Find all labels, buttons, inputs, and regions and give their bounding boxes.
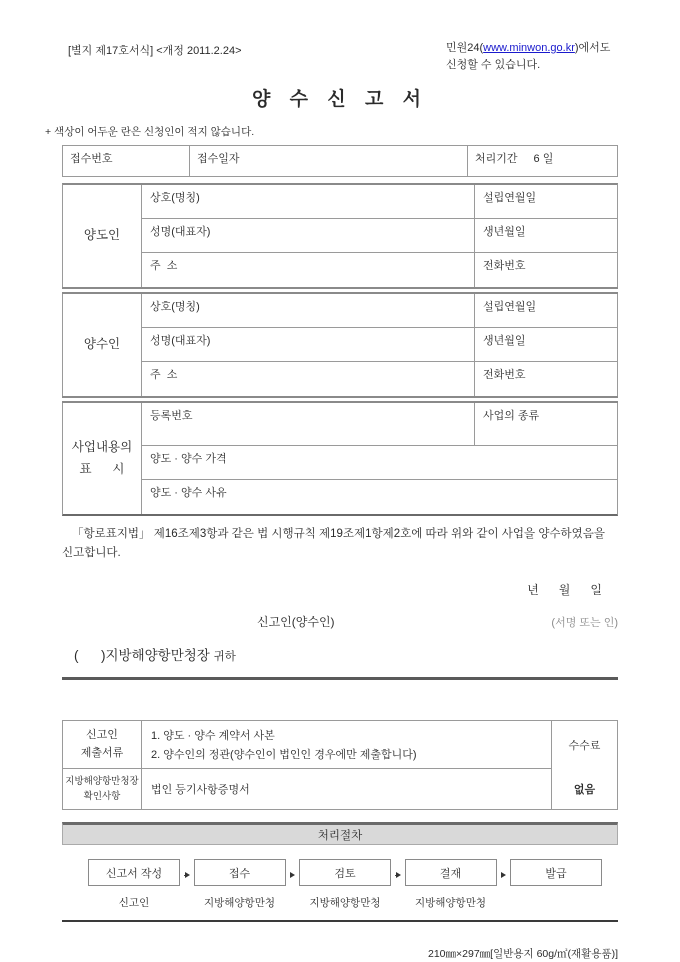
transferor-address-field[interactable] [142, 253, 474, 287]
step-box: 접수 [194, 859, 286, 886]
procedure-flow [62, 845, 618, 908]
attachments-left [63, 721, 551, 809]
paper-spec: 210㎜×297㎜[일반용지 60g/㎡(재활용품)] [428, 948, 618, 961]
transfer-reason-field[interactable] [142, 480, 617, 514]
submitter-docs-list [141, 721, 551, 768]
page-title: 양 수 신 고 서 [252, 89, 428, 111]
online-notice-line2: 신청할 수 있습니다. [446, 59, 541, 72]
step-actor: 지방해양항만청 [414, 897, 486, 910]
flow-arrow-icon [286, 872, 300, 878]
business-section [62, 403, 618, 516]
fill-instruction-note: + 색상이 어두운 란은 신청인이 적지 않습니다. [45, 126, 255, 139]
transferor-birthdate-field[interactable] [474, 219, 617, 252]
procedure-step [510, 859, 602, 908]
addressee-honorific: 귀하 [213, 651, 236, 664]
signature-row [62, 613, 618, 630]
business-rows [141, 403, 617, 514]
transferor-phone-label: 전화번호 [483, 260, 526, 273]
transferee-founding-date-field[interactable] [474, 294, 617, 327]
submitter-docs-label-line2: 제출서류 [80, 746, 124, 759]
transferor-name-field[interactable] [142, 219, 474, 252]
receipt-date-label: 접수일자 [197, 153, 240, 166]
transferee-address-label: 주 소 [150, 369, 178, 382]
receipt-number-label: 접수번호 [70, 153, 113, 166]
submitter-doc-item: 2. 양수인의 정관(양수인이 법인인 경우에만 제출합니다) [151, 749, 417, 762]
fee-value: 없음 [573, 784, 596, 797]
business-label-line2: 표 시 [79, 461, 125, 476]
business-type-field[interactable] [474, 403, 617, 445]
online-notice [446, 40, 618, 74]
processing-period-label: 처리기간 [475, 153, 518, 166]
processing-period-value: 6 일 [533, 153, 554, 166]
addressee-title: ( )지방해양항만청장 [74, 648, 210, 664]
transferee-birthdate-label: 생년월일 [483, 335, 526, 348]
registration-number-label: 등록번호 [150, 410, 193, 423]
procedure-bottom-line [62, 920, 618, 922]
fee-label: 수수료 [568, 740, 601, 753]
flow-arrow-icon [180, 872, 194, 878]
transferee-company-field[interactable] [142, 294, 474, 327]
business-label-line1: 사업내용의 [71, 440, 133, 455]
receipt-date-cell [189, 146, 467, 176]
official-check-label [63, 769, 141, 809]
step-actor: 신고인 [118, 897, 150, 910]
table-row [142, 480, 617, 514]
table-row [142, 403, 617, 446]
step-box: 결재 [405, 859, 497, 886]
table-row [63, 721, 551, 769]
transferee-phone-field[interactable] [474, 362, 617, 396]
step-actor: 지방해양항만청 [203, 897, 275, 910]
flow-arrow-icon [391, 872, 405, 878]
transferee-name-label: 성명(대표자) [150, 335, 211, 348]
fee-column [551, 721, 617, 809]
transferor-founding-date-label: 설립연월일 [483, 192, 537, 205]
transferor-name-label: 성명(대표자) [150, 226, 211, 239]
table-row [142, 294, 617, 328]
registration-number-field[interactable] [142, 403, 474, 445]
transferee-name-field[interactable] [142, 328, 474, 361]
table-row [142, 219, 617, 253]
official-check-item: 법인 등기사항증명서 [151, 784, 250, 797]
declarant-label: 신고인(양수인) [257, 615, 335, 630]
transferor-birthdate-label: 생년월일 [483, 226, 526, 239]
step-actor: 지방해양항만청 [309, 897, 381, 910]
minwon-link[interactable]: www.minwon.go.kr [483, 42, 575, 54]
transferee-section-label: 양수인 [83, 337, 121, 352]
transferee-address-field[interactable] [142, 362, 474, 396]
table-row [142, 328, 617, 362]
table-row [142, 185, 617, 219]
transferee-phone-label: 전화번호 [483, 369, 526, 382]
submitter-doc-item: 1. 양도 · 양수 계약서 사본 [151, 730, 275, 743]
processing-period-cell [467, 146, 617, 176]
step-box: 신고서 작성 [88, 859, 180, 886]
transfer-reason-label: 양도 · 양수 사유 [150, 487, 227, 500]
procedure-title-bar [62, 822, 618, 845]
form-code: [별지 제17호서식] <개정 2011.2.24> [68, 45, 242, 57]
official-check-item-cell [141, 769, 551, 809]
table-row [142, 362, 617, 396]
addressee-line [62, 644, 618, 664]
transferor-company-label: 상호(명칭) [150, 192, 200, 205]
official-check-label-line2: 확인사항 [83, 791, 121, 803]
declaration-text: 「항로표지법」 제16조제3항과 같은 법 시행규칙 제19조제1항제2호에 따라 위와 같이 사업을 양수하였음을 신고합니다. [62, 528, 605, 560]
transferee-rows [141, 294, 617, 396]
section-divider [62, 287, 618, 294]
transferor-section-label: 양도인 [83, 228, 121, 243]
transferor-section [62, 183, 618, 287]
procedure-step [405, 859, 497, 908]
transferee-birthdate-field[interactable] [474, 328, 617, 361]
sign-or-seal-note: (서명 또는 인) [551, 616, 618, 629]
transferor-founding-date-field[interactable] [474, 185, 617, 218]
date-line: 년 월 일 [527, 583, 602, 598]
receipt-header-row [62, 145, 618, 177]
table-row [142, 253, 617, 287]
transfer-price-label: 양도 · 양수 가격 [150, 453, 227, 466]
main-form-table [62, 145, 618, 516]
attachments-table [62, 720, 618, 810]
online-notice-prefix: 민원24( [446, 42, 484, 54]
transferor-company-field[interactable] [142, 185, 474, 218]
transferee-company-label: 상호(명칭) [150, 301, 200, 314]
step-box: 발급 [510, 859, 602, 886]
table-row [63, 769, 551, 809]
business-section-label [63, 403, 141, 514]
procedure-step [194, 859, 286, 908]
transferee-section [62, 294, 618, 396]
document-header [62, 40, 618, 74]
procedure-title: 처리절차 [317, 829, 363, 842]
step-box: 검토 [299, 859, 391, 886]
transferor-rows [141, 185, 617, 287]
submitter-docs-label-line1: 신고인 [86, 728, 118, 741]
transferee-founding-date-label: 설립연월일 [483, 301, 537, 314]
transferor-phone-field[interactable] [474, 253, 617, 287]
submitter-docs-label [63, 721, 141, 768]
thick-divider [62, 677, 618, 680]
business-type-label: 사업의 종류 [483, 410, 540, 423]
receipt-number-cell [63, 146, 189, 176]
official-check-label-line1: 지방해양항만청장 [65, 775, 139, 787]
transfer-price-field[interactable] [142, 446, 617, 479]
online-notice-suffix: )에서도 [574, 42, 611, 54]
transferor-address-label: 주 소 [150, 260, 178, 273]
procedure-step [299, 859, 391, 908]
table-row [142, 446, 617, 480]
procedure-step [88, 859, 180, 908]
flow-arrow-icon [497, 872, 511, 878]
section-divider [62, 396, 618, 403]
